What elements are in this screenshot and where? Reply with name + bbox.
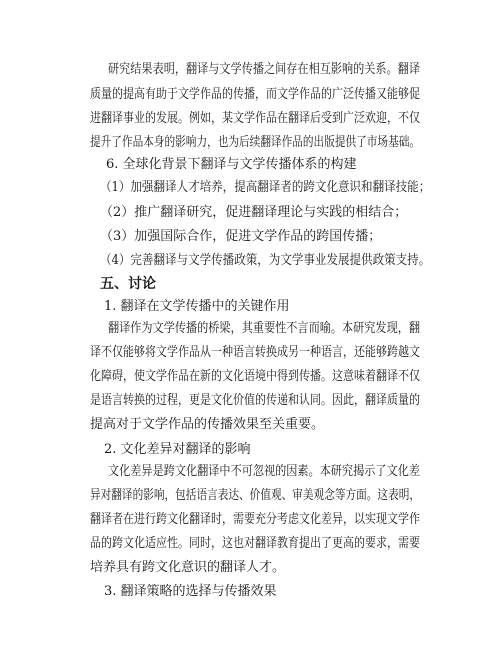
- paragraph-line: 翻译者在进行跨文化翻译时，需要充分考虑文化差异，以实现文学作: [90, 512, 421, 527]
- list-item: （3）加强国际合作，促进文学作品的跨国传播；: [100, 229, 382, 244]
- section-heading: 五、讨论: [100, 276, 156, 292]
- list-item: （4）完善翻译与文学传播政策，为文学事业发展提供政策支持。: [100, 253, 431, 268]
- paragraph-line: 译不仅能够将文学作品从一种语言转换成另一种语言，还能够跨越文: [90, 345, 421, 360]
- paragraph-line: 提升了作品本身的影响力，也为后续翻译作品的出版提供了市场基础。: [90, 135, 421, 150]
- paragraph-line: 化障碍，使文学作品在新的文化语境中得到传播。这意味着翻译不仅: [90, 369, 421, 384]
- list-item: （1）加强翻译人才培养，提高翻译者的跨文化意识和翻译技能；: [100, 180, 431, 195]
- paragraph-line: 是语言转换的过程，更是文化价值的传递和认同。因此，翻译质量的: [90, 393, 421, 408]
- section-subheading: 6. 全球化背景下翻译与文学传播体系的构建: [106, 157, 357, 172]
- paragraph-line: 研究结果表明，翻译与文学传播之间存在相互影响的关系。翻译: [108, 62, 421, 77]
- paragraph-line: 文化差异是跨文化翻译中不可忽视的因素。本研究揭示了文化差: [108, 464, 421, 479]
- section-subheading: 1. 翻译在文学传播中的关键作用: [104, 299, 290, 314]
- paragraph-line: 提高对于文学作品的传播效果至关重要。: [90, 417, 325, 432]
- paragraph-line: 异对翻译的影响，包括语言表达、价值观、审美观念等方面。这表明，: [90, 488, 421, 503]
- list-item: （2）推广翻译研究，促进翻译理论与实践的相结合；: [100, 205, 408, 220]
- paragraph-line: 翻译作为文学传播的桥梁，其重要性不言而喻。本研究发现，翻: [108, 321, 421, 336]
- paragraph-line: 品的跨文化适应性。同时，这也对翻译教育提出了更高的要求，需要: [90, 536, 421, 551]
- section-subheading: 2. 文化差异对翻译的影响: [104, 442, 251, 457]
- paragraph-line: 进翻译事业的发展。例如，某文学作品在翻译后受到广泛欢迎，不仅: [90, 111, 421, 126]
- paragraph-line: 培养具有跨文化意识的翻译人才。: [90, 560, 286, 575]
- paragraph-line: 质量的提高有助于文学作品的传播，而文学作品的广泛传播又能够促: [90, 87, 421, 102]
- section-subheading: 3. 翻译策略的选择与传播效果: [104, 584, 277, 599]
